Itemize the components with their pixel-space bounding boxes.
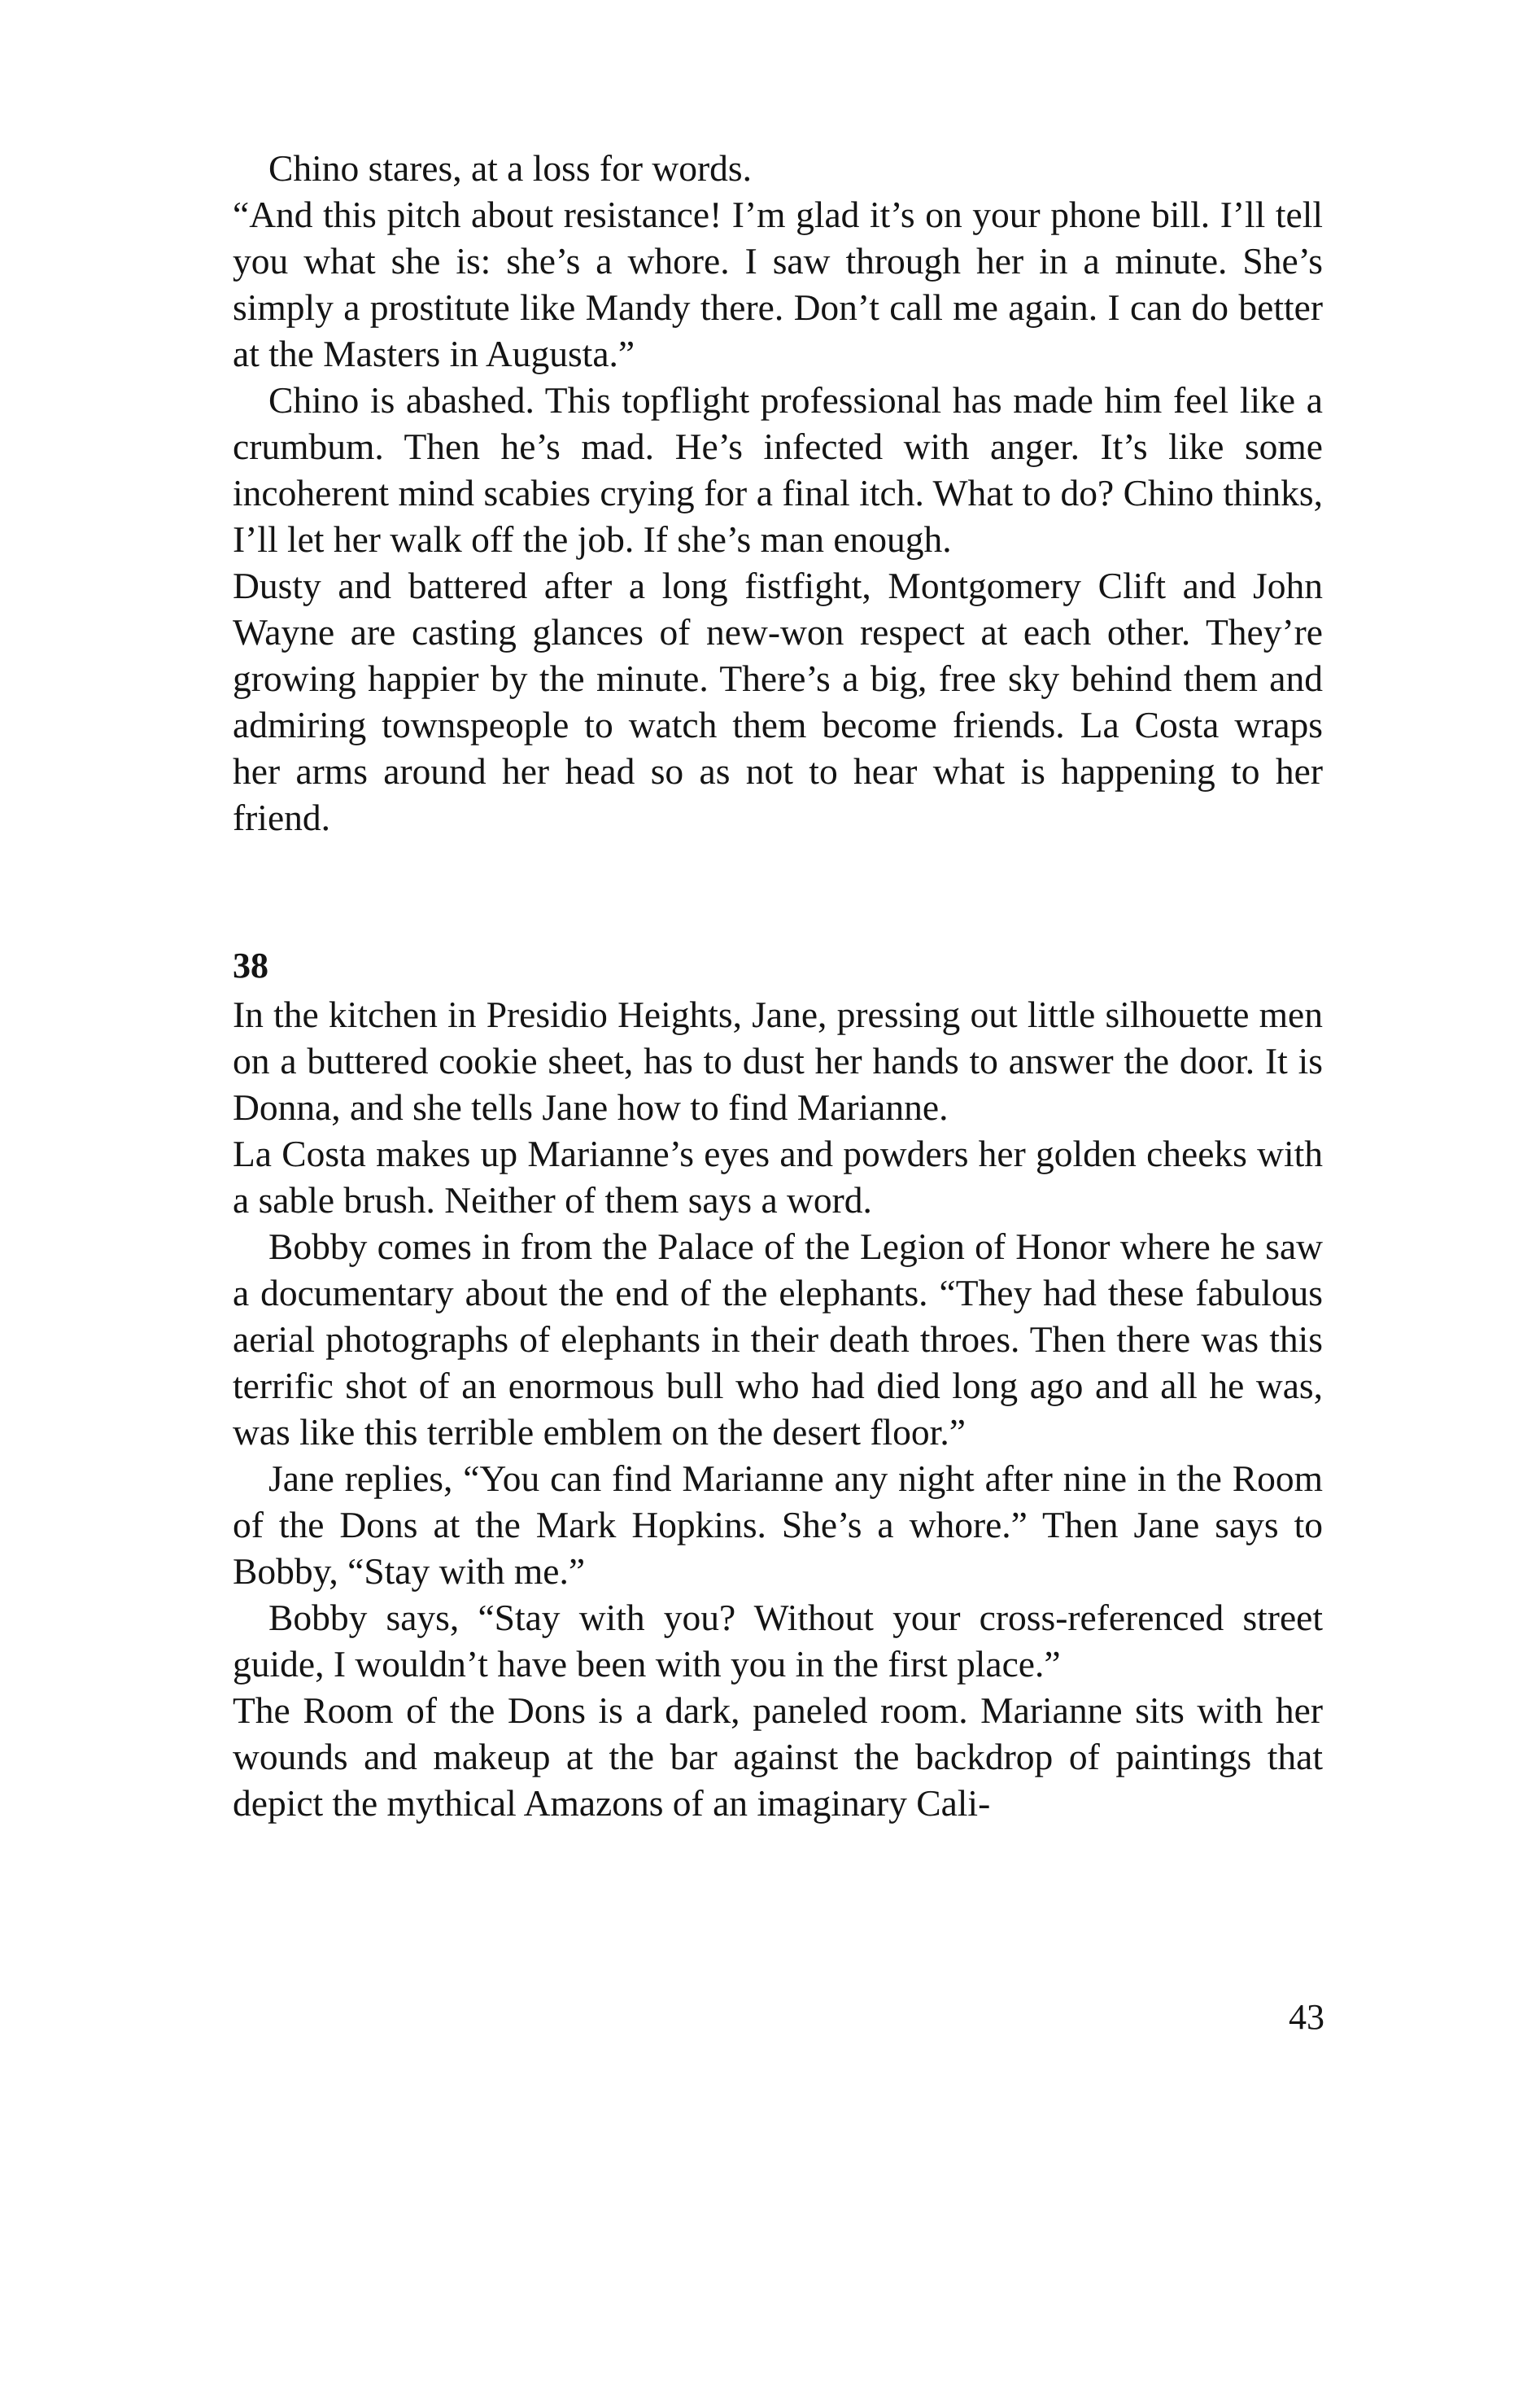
section-number: 38: [233, 946, 268, 985]
paragraph: Bobby comes in from the Palace of the Legion of Honor where he saw a documentary about the end of the elephants. “They had these fabulous aerial photographs of elephants in their death throes. Then there was this terrific shot of an enormous bull who had died long ago and all he was, was like this terrible emblem on the desert floor.”: [233, 1226, 1323, 1453]
text-block-top: [233, 145, 1323, 841]
paragraph: La Costa makes up Marianne’s eyes and powders her golden cheeks with a sable brush. Neither of them says a word.: [233, 1133, 1323, 1221]
paragraph: Chino is abashed. This topflight professional has made him feel like a crumbum. Then he’s mad. He’s infected with anger. It’s like some incoherent mind scabies crying for a final itch. What to do? Chino thinks, I’ll let her walk off the job. If she’s man enough.: [233, 379, 1323, 560]
paragraph: Chino stares, at a loss for words.: [268, 147, 752, 189]
paragraph: In the kitchen in Presidio Heights, Jane, pressing out little silhouette men on a buttered cookie sheet, has to dust her hands to answer the door. It is Donna, and she tells Jane how to find Marianne.: [233, 994, 1323, 1128]
paragraph: Bobby says, “Stay with you? Without your cross-referenced street guide, I wouldn’t have been with you in the first place.”: [233, 1597, 1323, 1685]
paragraph: “And this pitch about resistance! I’m glad it’s on your phone bill. I’ll tell you what she is: she’s a whore. I saw through her in a minute. She’s simply a prostitute like Mandy there. Don’t call me again. I can do better at the Masters in Augusta.”: [233, 194, 1323, 374]
paragraph: Jane replies, “You can find Marianne any night after nine in the Room of the Dons at the Mark Hopkins. She’s a whore.” Then Jane says to Bobby, “Stay with me.”: [233, 1457, 1323, 1592]
page-number: 43: [1289, 1997, 1324, 2037]
paragraph: The Room of the Dons is a dark, paneled room. Marianne sits with her wounds and makeup at the bar against the backdrop of paintings that depict the mythical Amazons of an imaginary Cali-: [233, 1689, 1323, 1824]
paragraph: Dusty and battered after a long fistfight, Montgomery Clift and John Wayne are casting glances of new-won respect at each other. They’re growing happier by the minute. There’s a big, free sky behind them and admiring townspeople to watch them become friends. La Costa wraps her arms around her head so as not to hear what is happening to her friend.: [233, 565, 1323, 838]
text-block-bottom: [233, 991, 1323, 1826]
